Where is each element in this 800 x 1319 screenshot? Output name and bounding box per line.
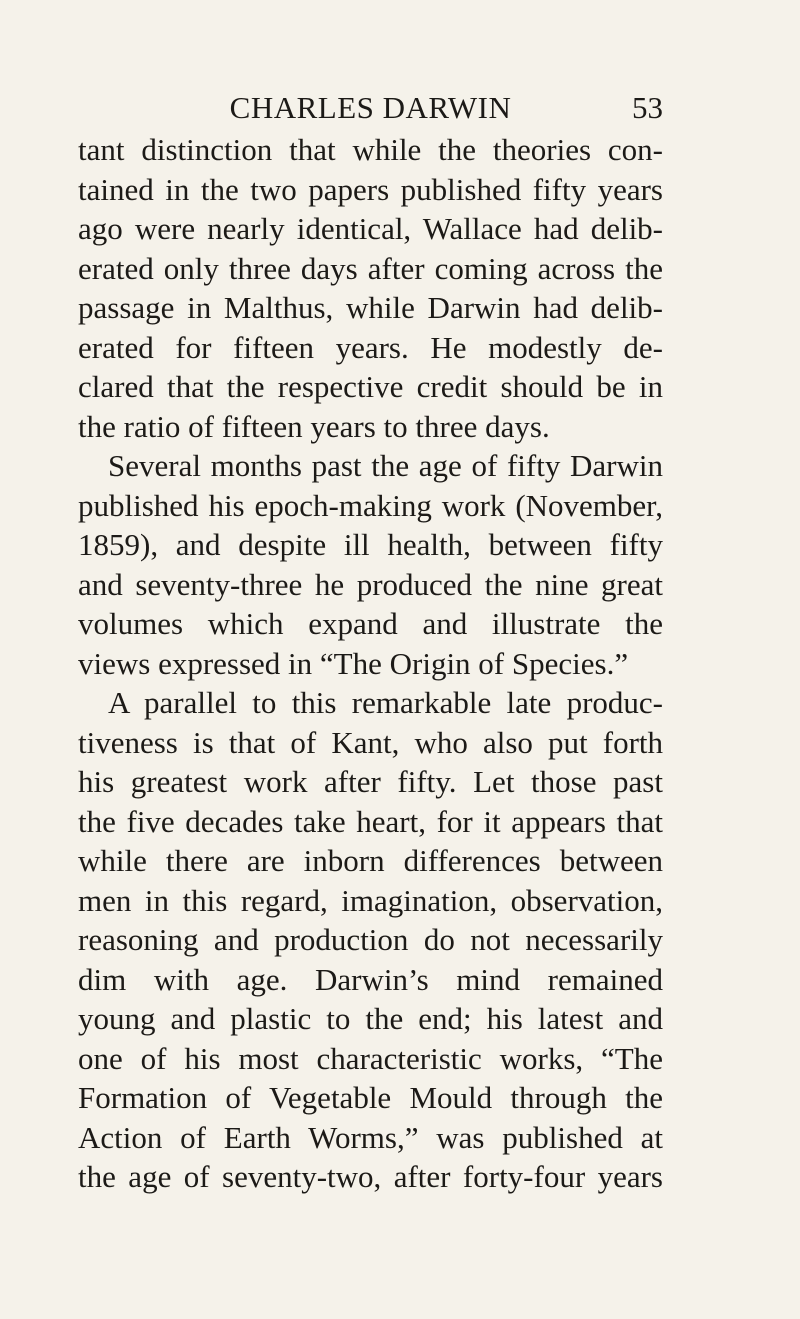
text-line: the ratio of fifteen years to three days. (78, 408, 550, 444)
text-line: ago were nearly identical, Wallace had delib- (78, 211, 663, 246)
text-line: the age of seventy-two, after forty-four years (78, 1159, 663, 1194)
text-line: reasoning and production do not necessarily (78, 922, 663, 957)
text-line: the five decades take heart, for it appears that (78, 803, 663, 839)
text-line: published his epoch-making work (November, (78, 487, 663, 523)
text-line: men in this regard, imagination, observation, (78, 882, 663, 918)
text-line: Action of Earth Worms,” was published at (78, 1119, 663, 1155)
text-line: dim with age. Darwin’s mind remained (78, 961, 663, 997)
text-line: views expressed in “The Origin of Species.” (78, 645, 629, 681)
text-line: Formation of Vegetable Mould through the (78, 1080, 663, 1115)
text-line: one of his most characteristic works, “The (78, 1040, 663, 1076)
text-line: Several months past the age of fifty Darwin (108, 448, 663, 483)
text-line: erated for fifteen years. He modestly de- (78, 329, 663, 365)
text-line: erated only three days after coming across the (78, 250, 663, 286)
page-number: 53 (632, 90, 663, 125)
text-line: while there are inborn differences between (78, 843, 663, 878)
text-line: tiveness is that of Kant, who also put forth (78, 724, 663, 760)
text-line: tained in the two papers published fifty years (78, 171, 663, 207)
text-line: young and plastic to the end; his latest and (78, 1001, 663, 1036)
text-line: his greatest work after fifty. Let those past (78, 764, 663, 799)
text-line: A parallel to this remarkable late produc- (108, 685, 663, 720)
text-line: clared that the respective credit should be in (78, 369, 663, 404)
body-text (78, 130, 663, 1197)
running-head (78, 88, 663, 128)
text-line: and seventy-three he produced the nine great (78, 566, 663, 602)
text-line: passage in Malthus, while Darwin had delib- (78, 290, 663, 325)
text-line: tant distinction that while the theories con- (78, 132, 663, 167)
text-line: 1859), and despite ill health, between fifty (78, 527, 663, 562)
text-line: volumes which expand and illustrate the (78, 606, 663, 641)
running-title: CHARLES DARWIN (229, 90, 512, 125)
